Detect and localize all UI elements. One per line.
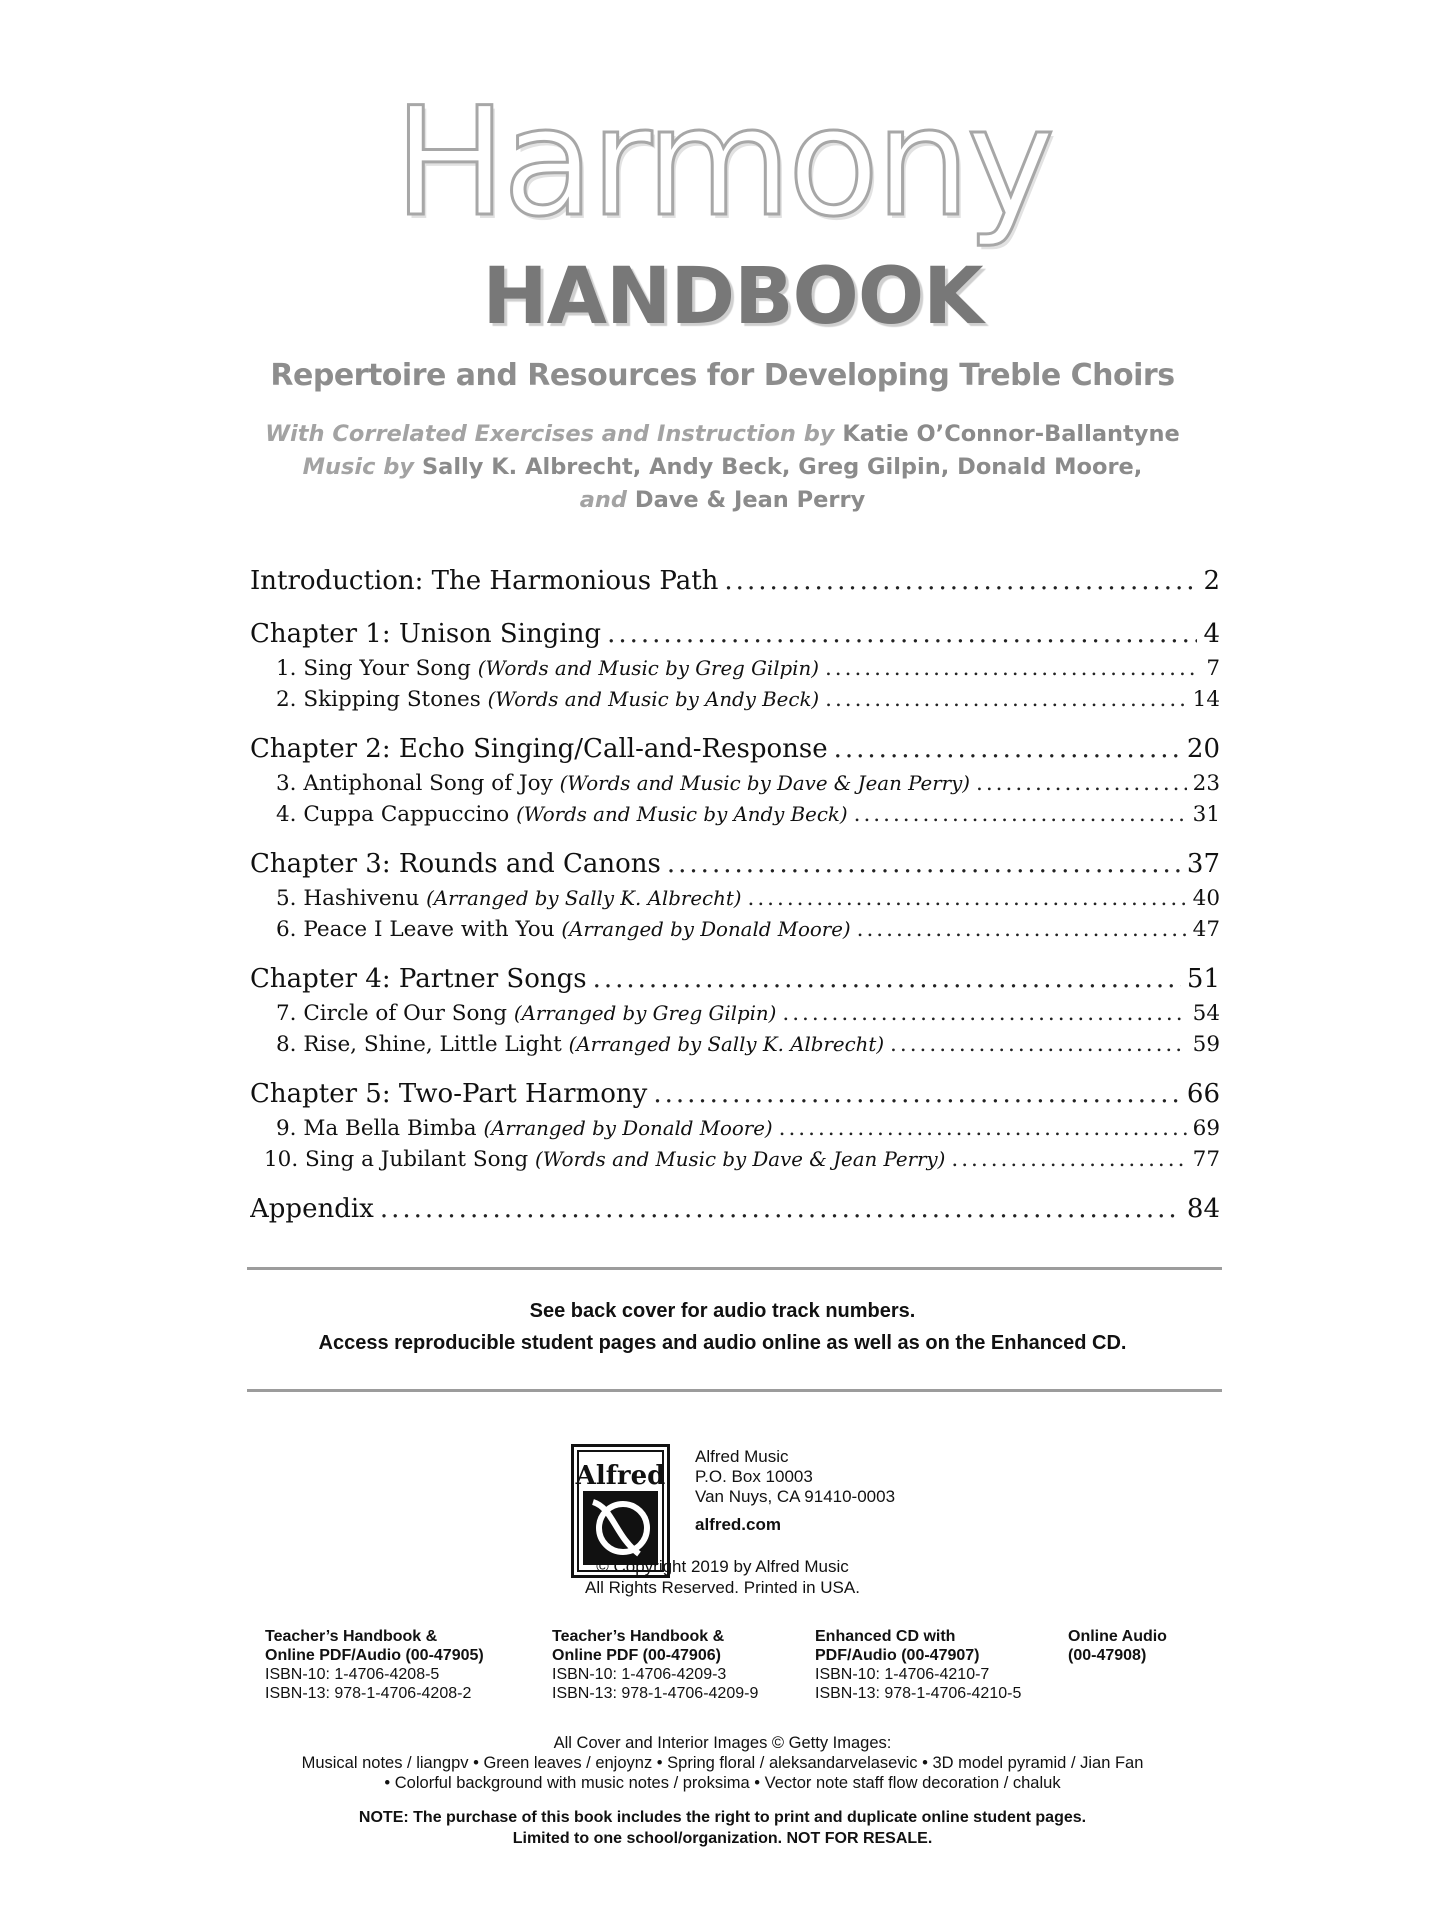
toc-song-page: 40 xyxy=(1192,886,1220,911)
edition-block xyxy=(552,1627,758,1703)
legal-note: Limited to one school/organization. NOT FOR RESALE. xyxy=(512,1830,933,1847)
toc-song-title: 1. Sing Your Song xyxy=(276,656,471,681)
title-handbook: HANDBOOK xyxy=(482,252,983,342)
toc-song-row[interactable] xyxy=(250,883,1220,914)
toc-song-row[interactable] xyxy=(250,653,1220,684)
edition-title: Online PDF (00-47906) xyxy=(552,1647,721,1664)
toc-song-row[interactable] xyxy=(250,684,1220,715)
dot-leader xyxy=(857,914,1187,945)
toc-chapter-page: 4 xyxy=(1203,619,1220,649)
toc-song-credit: (Words and Music by Andy Beck) xyxy=(487,688,820,711)
toc-song-credit: (Words and Music by Dave & Jean Perry) xyxy=(534,1148,946,1171)
toc-song-page: 31 xyxy=(1192,802,1220,827)
dot-leader xyxy=(779,1113,1187,1144)
dot-leader xyxy=(380,1190,1181,1228)
credit-music-and: and xyxy=(579,487,628,513)
toc-song-page: 7 xyxy=(1206,656,1220,681)
toc-song-credit: (Arranged by Donald Moore) xyxy=(561,918,851,941)
toc-song-credit: (Arranged by Greg Gilpin) xyxy=(513,1002,777,1025)
edition-isbn10: ISBN-10: 1-4706-4209-3 xyxy=(552,1666,727,1683)
toc-song-title: 7. Circle of Our Song xyxy=(276,1001,508,1026)
toc-song-title: 3. Antiphonal Song of Joy xyxy=(276,771,553,796)
toc-song-title: 5. Hashivenu xyxy=(276,886,420,911)
toc-chapter-label: Chapter 5: Two-Part Harmony xyxy=(250,1079,648,1109)
toc-chapter-1-row[interactable] xyxy=(250,615,1220,653)
toc-song-credit: (Arranged by Donald Moore) xyxy=(483,1117,773,1140)
edition-title: PDF/Audio (00-47907) xyxy=(815,1647,980,1664)
publisher-url[interactable]: alfred.com xyxy=(695,1515,781,1534)
toc-song-row[interactable] xyxy=(250,799,1220,830)
edition-block xyxy=(1068,1627,1167,1665)
edition-title: (00-47908) xyxy=(1068,1647,1147,1664)
toc-chapter-label: Chapter 3: Rounds and Canons xyxy=(250,849,661,879)
credit-line-music-cont xyxy=(0,487,1445,513)
toc-chapter-5-row[interactable] xyxy=(250,1075,1220,1113)
toc-song-page: 47 xyxy=(1192,917,1220,942)
dot-leader xyxy=(667,845,1181,883)
title-harmony: Harmony xyxy=(393,76,1052,250)
credit-music-composers: Sally K. Albrecht, Andy Beck, Greg Gilpin, Donald Moore, xyxy=(421,454,1143,480)
toc-chapter-label: Chapter 1: Unison Singing xyxy=(250,619,602,649)
dot-leader xyxy=(825,684,1187,715)
alfred-logo-text: Alfred xyxy=(575,1461,666,1491)
toc-song-page: 23 xyxy=(1192,771,1220,796)
toc-song-credit: (Words and Music by Andy Beck) xyxy=(516,803,848,826)
toc-intro-page: 2 xyxy=(1203,566,1220,596)
edition-block xyxy=(815,1627,1021,1703)
publisher-address-1: P.O. Box 10003 xyxy=(695,1467,813,1486)
publisher-address-2: Van Nuys, CA 91410-0003 xyxy=(695,1487,896,1506)
image-credits-heading: All Cover and Interior Images © Getty Images: xyxy=(553,1734,892,1752)
credit-line-music xyxy=(0,454,1445,480)
dot-leader xyxy=(951,1144,1186,1175)
dot-leader xyxy=(724,562,1197,600)
image-credits-line: • Colorful background with music notes / proksima • Vector note staff flow decoration / chaluk xyxy=(384,1774,1061,1792)
toc-song-title: 4. Cuppa Cappuccino xyxy=(276,802,510,827)
toc-chapter-label: Chapter 2: Echo Singing/Call-and-Response xyxy=(250,734,828,764)
edition-title: Teacher’s Handbook & xyxy=(265,1628,438,1645)
toc-song-title: 6. Peace I Leave with You xyxy=(276,917,555,942)
toc-chapter-4-row[interactable] xyxy=(250,960,1220,998)
toc-song-title: 8. Rise, Shine, Little Light xyxy=(276,1032,562,1057)
edition-isbn13: ISBN-13: 978-1-4706-4210-5 xyxy=(815,1685,1022,1702)
credit-exercises-author: Katie O’Connor-Ballantyne xyxy=(842,421,1180,447)
dot-leader xyxy=(976,768,1187,799)
toc-song-page: 54 xyxy=(1192,1001,1220,1026)
table-of-contents xyxy=(250,562,1220,1228)
toc-song-row[interactable] xyxy=(250,998,1220,1029)
toc-chapter-page: 20 xyxy=(1186,734,1220,764)
dot-leader xyxy=(890,1029,1187,1060)
toc-song-credit: (Arranged by Sally K. Albrecht) xyxy=(426,887,742,910)
subtitle: Repertoire and Resources for Developing Treble Choirs xyxy=(270,358,1175,393)
dot-leader xyxy=(825,653,1200,684)
legal-note: NOTE: The purchase of this book includes the right to print and duplicate online student pages. xyxy=(358,1809,1087,1826)
edition-title: Teacher’s Handbook & xyxy=(552,1628,725,1645)
toc-appendix-page: 84 xyxy=(1186,1194,1220,1224)
toc-song-row[interactable] xyxy=(250,1144,1220,1175)
toc-song-row[interactable] xyxy=(250,768,1220,799)
toc-chapter-page: 51 xyxy=(1186,964,1220,994)
toc-song-credit: (Words and Music by Greg Gilpin) xyxy=(477,657,819,680)
toc-song-row[interactable] xyxy=(250,914,1220,945)
dot-leader xyxy=(593,960,1181,998)
dot-leader xyxy=(782,998,1186,1029)
toc-song-page: 77 xyxy=(1192,1147,1220,1172)
toc-song-credit: (Arranged by Sally K. Albrecht) xyxy=(568,1033,885,1056)
copyright-line: © Copyright 2019 by Alfred Music xyxy=(596,1557,849,1576)
divider xyxy=(247,1389,1222,1392)
toc-song-page: 14 xyxy=(1192,687,1220,712)
divider xyxy=(247,1267,1222,1270)
rights-line: All Rights Reserved. Printed in USA. xyxy=(585,1578,860,1597)
dot-leader xyxy=(747,883,1186,914)
dot-leader xyxy=(653,1075,1181,1113)
toc-song-row[interactable] xyxy=(250,1113,1220,1144)
audio-track-notice: See back cover for audio track numbers. xyxy=(529,1300,916,1322)
edition-title: Online PDF/Audio (00-47905) xyxy=(265,1647,484,1664)
toc-appendix-label: Appendix xyxy=(250,1194,374,1224)
toc-chapter-label: Chapter 4: Partner Songs xyxy=(250,964,587,994)
toc-song-title: 10. Sing a Jubilant Song xyxy=(264,1147,529,1172)
credit-line-exercises xyxy=(0,421,1445,447)
toc-song-page: 69 xyxy=(1192,1116,1220,1141)
toc-chapter-page: 66 xyxy=(1186,1079,1220,1109)
online-access-notice: Access reproducible student pages and audio online as well as on the Enhanced CD. xyxy=(318,1332,1127,1354)
publisher-name: Alfred Music xyxy=(695,1447,789,1466)
credit-music-prefix: Music by xyxy=(302,454,415,480)
dot-leader xyxy=(854,799,1187,830)
dot-leader xyxy=(607,615,1197,653)
edition-isbn10: ISBN-10: 1-4706-4210-7 xyxy=(815,1666,990,1683)
toc-intro-label: Introduction: The Harmonious Path xyxy=(250,566,719,596)
edition-block xyxy=(265,1627,484,1703)
dot-leader xyxy=(834,730,1181,768)
credit-music-composers-last: Dave & Jean Perry xyxy=(634,487,866,513)
edition-isbn10: ISBN-10: 1-4706-4208-5 xyxy=(265,1666,440,1683)
toc-intro-row[interactable] xyxy=(250,562,1220,600)
toc-song-title: 2. Skipping Stones xyxy=(276,687,481,712)
toc-song-title: 9. Ma Bella Bimba xyxy=(276,1116,477,1141)
toc-song-row[interactable] xyxy=(250,1029,1220,1060)
edition-title: Enhanced CD with xyxy=(815,1628,956,1645)
edition-isbn13: ISBN-13: 978-1-4706-4208-2 xyxy=(265,1685,472,1702)
toc-chapter-page: 37 xyxy=(1186,849,1220,879)
toc-chapter-3-row[interactable] xyxy=(250,845,1220,883)
edition-isbn13: ISBN-13: 978-1-4706-4209-9 xyxy=(552,1685,759,1702)
toc-appendix-row[interactable] xyxy=(250,1190,1220,1228)
image-credits-line: Musical notes / liangpv • Green leaves / enjoynz • Spring floral / aleksandarvelasevic • 3D model pyramid / Jian Fan xyxy=(301,1754,1144,1772)
toc-song-credit: (Words and Music by Dave & Jean Perry) xyxy=(559,772,970,795)
toc-chapter-2-row[interactable] xyxy=(250,730,1220,768)
toc-song-page: 59 xyxy=(1192,1032,1220,1057)
credit-exercises-prefix: With Correlated Exercises and Instruction by xyxy=(265,421,835,447)
edition-title: Online Audio xyxy=(1068,1628,1167,1645)
